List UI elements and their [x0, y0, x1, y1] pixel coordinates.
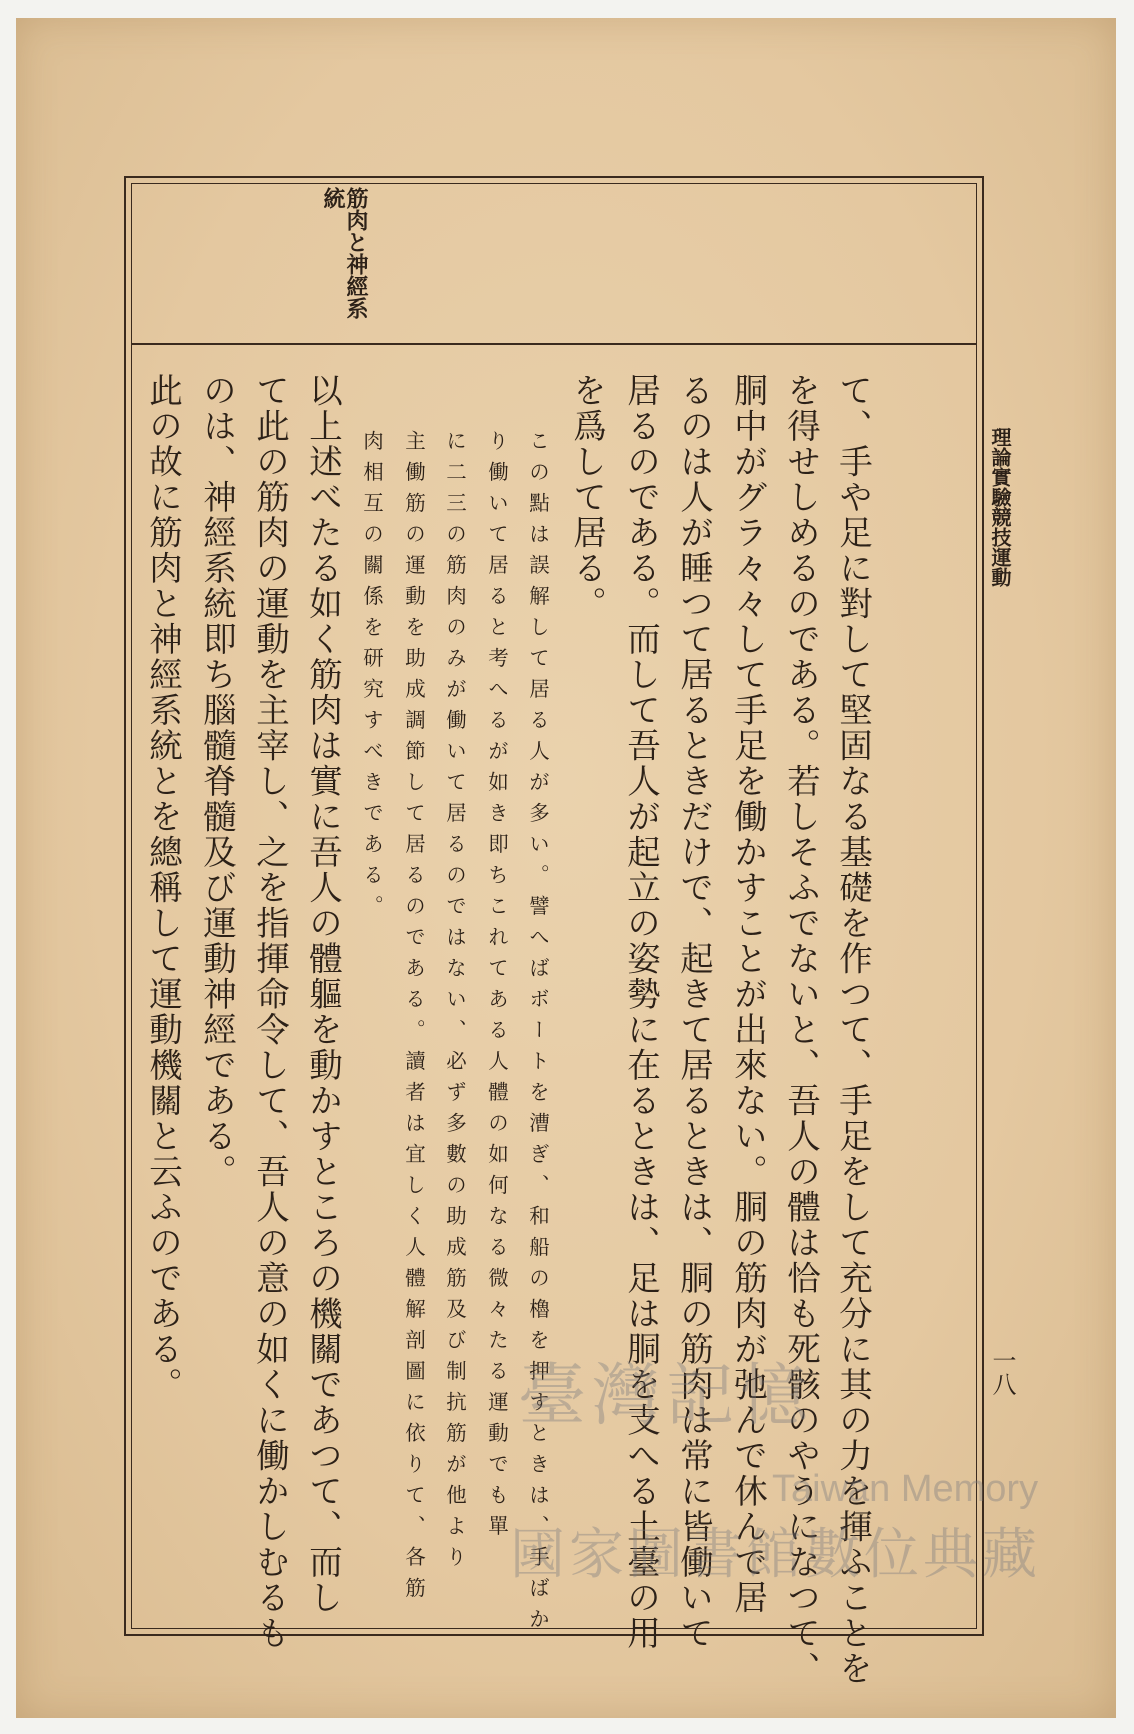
body-text-column: を得せしめるのである。若しそふでないと、吾人の體は恰も死骸のやうになつて、 [781, 373, 821, 1687]
watermark-english: Taiwan Memory [772, 1468, 1039, 1510]
running-header: 理論實驗競技運動 [988, 427, 1012, 587]
body-text-column: 胴中がグラ々々して手足を働かすことが出來ない。胴の筋肉が弛んで休んで居 [728, 373, 768, 1616]
watermark-org: 國家圖書館數位典藏 [510, 1522, 1042, 1586]
note-text-column: 主働筋の運動を助成調節して居るのである。讀者は宜しく人體解剖圖に依りて、各筋 [401, 430, 426, 1608]
body-text-column: のは、神經系統即ち腦髓脊髓及び運動神經である。 [197, 373, 237, 1190]
body-text-column: 居るのである。而して吾人が起立の姿勢に在るときは、足は胴を支へる土臺の用 [621, 373, 661, 1651]
page-number: 一八 [988, 1348, 1016, 1396]
header-divider [131, 343, 977, 345]
body-text-column: て、手や足に對して堅固なる基礎を作つて、手足をして充分に其の力を揮ふことを [833, 373, 873, 1687]
note-text-column: この點は誤解して居る人が多い。譬へばボートを漕ぎ、和船の櫓を押すときは、手ばか [525, 430, 550, 1639]
note-text-column: り働いて居ると考へるが如き即ちこれてある人體の如何なる微々たる運動でも單 [484, 430, 509, 1546]
side-heading-line: 筋肉と神經系 [343, 187, 369, 319]
body-text-column: 以上述べたる如く筋肉は實に吾人の體軀を動かすところの機關であつて、而し [303, 373, 343, 1616]
body-text-column: て此の筋肉の運動を主宰し、之を指揮命令して、吾人の意の如くに働かしむるも [250, 373, 290, 1651]
watermark-main: 臺灣記憶 [518, 1357, 815, 1436]
body-text-column: 此の故に筋肉と神經系統とを總稱して運動機關と云ふのである。 [143, 373, 183, 1403]
side-heading-line: 統 [320, 187, 346, 209]
body-text-column: を爲して居る。 [567, 373, 607, 622]
note-text-column: 肉相互の關係を研究すべきである。 [359, 430, 384, 926]
body-text-column: るのは人が睡つて居るときだけで、起きて居るときは、胴の筋肉は常に皆働いて [674, 373, 714, 1651]
note-text-column: に二三の筋肉のみが働いて居るのではない、必ず多數の助成筋及び制抗筋が他より [442, 430, 467, 1577]
